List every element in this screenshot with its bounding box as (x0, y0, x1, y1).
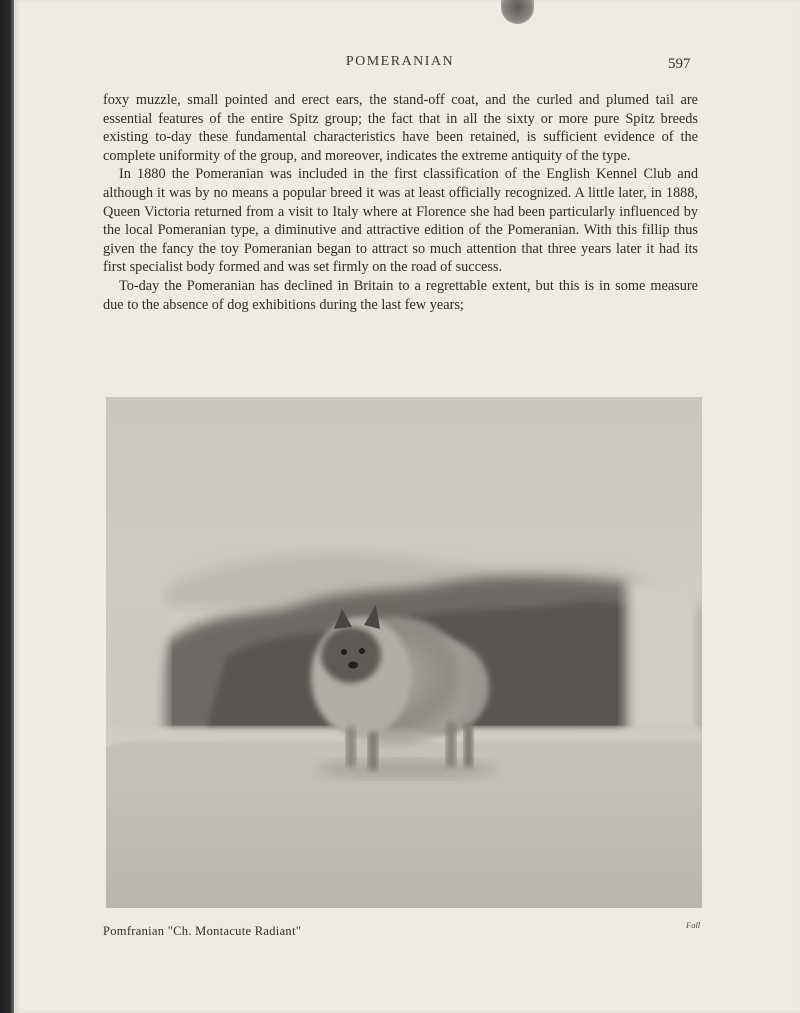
figure-caption: Pomfranian "Ch. Montacute Radiant" (103, 924, 302, 938)
paragraph-1: foxy muzzle, small pointed and erect ears, the stand-off coat, and the curled and plumed tail are essential features of the entire Spitz group; the fact that in all the sixty or more pure Spitz breeds existing to-day these fundamental characteristics have been retained, is sufficient evidence of the complete uniformity of the group, and moreover, indicates the extreme antiquity of the type. (103, 92, 698, 164)
photo-credit: Fall (686, 920, 701, 930)
page-number: 597 (668, 56, 691, 72)
pomeranian-photo-illustration (106, 397, 702, 908)
paragraph-3: To-day the Pomeranian has declined in Britain to a regrettable extent, but this is in some measure due to the absence of dog exhibitions during the last few years; (103, 277, 698, 313)
page-binding-edge (0, 0, 14, 1013)
body-text (103, 91, 698, 314)
dog-photograph (106, 397, 702, 908)
paragraph-2: In 1880 the Pomeranian was included in the first classification of the English Kennel Club and although it was by no means a popular breed it was at least officially recognized. A little later, in 1888, Queen Victoria returned from a visit to Italy where at Florence she had been particularly influenced by the local Pomeranian type, a diminutive and attractive edition of the Pomeranian. With this fillip thus given the fancy the toy Pomeranian began to attract so much attention that three years later it had its first specialist body formed and was set firmly on the road of success. (103, 166, 698, 276)
running-head: POMERANIAN (345, 54, 455, 69)
